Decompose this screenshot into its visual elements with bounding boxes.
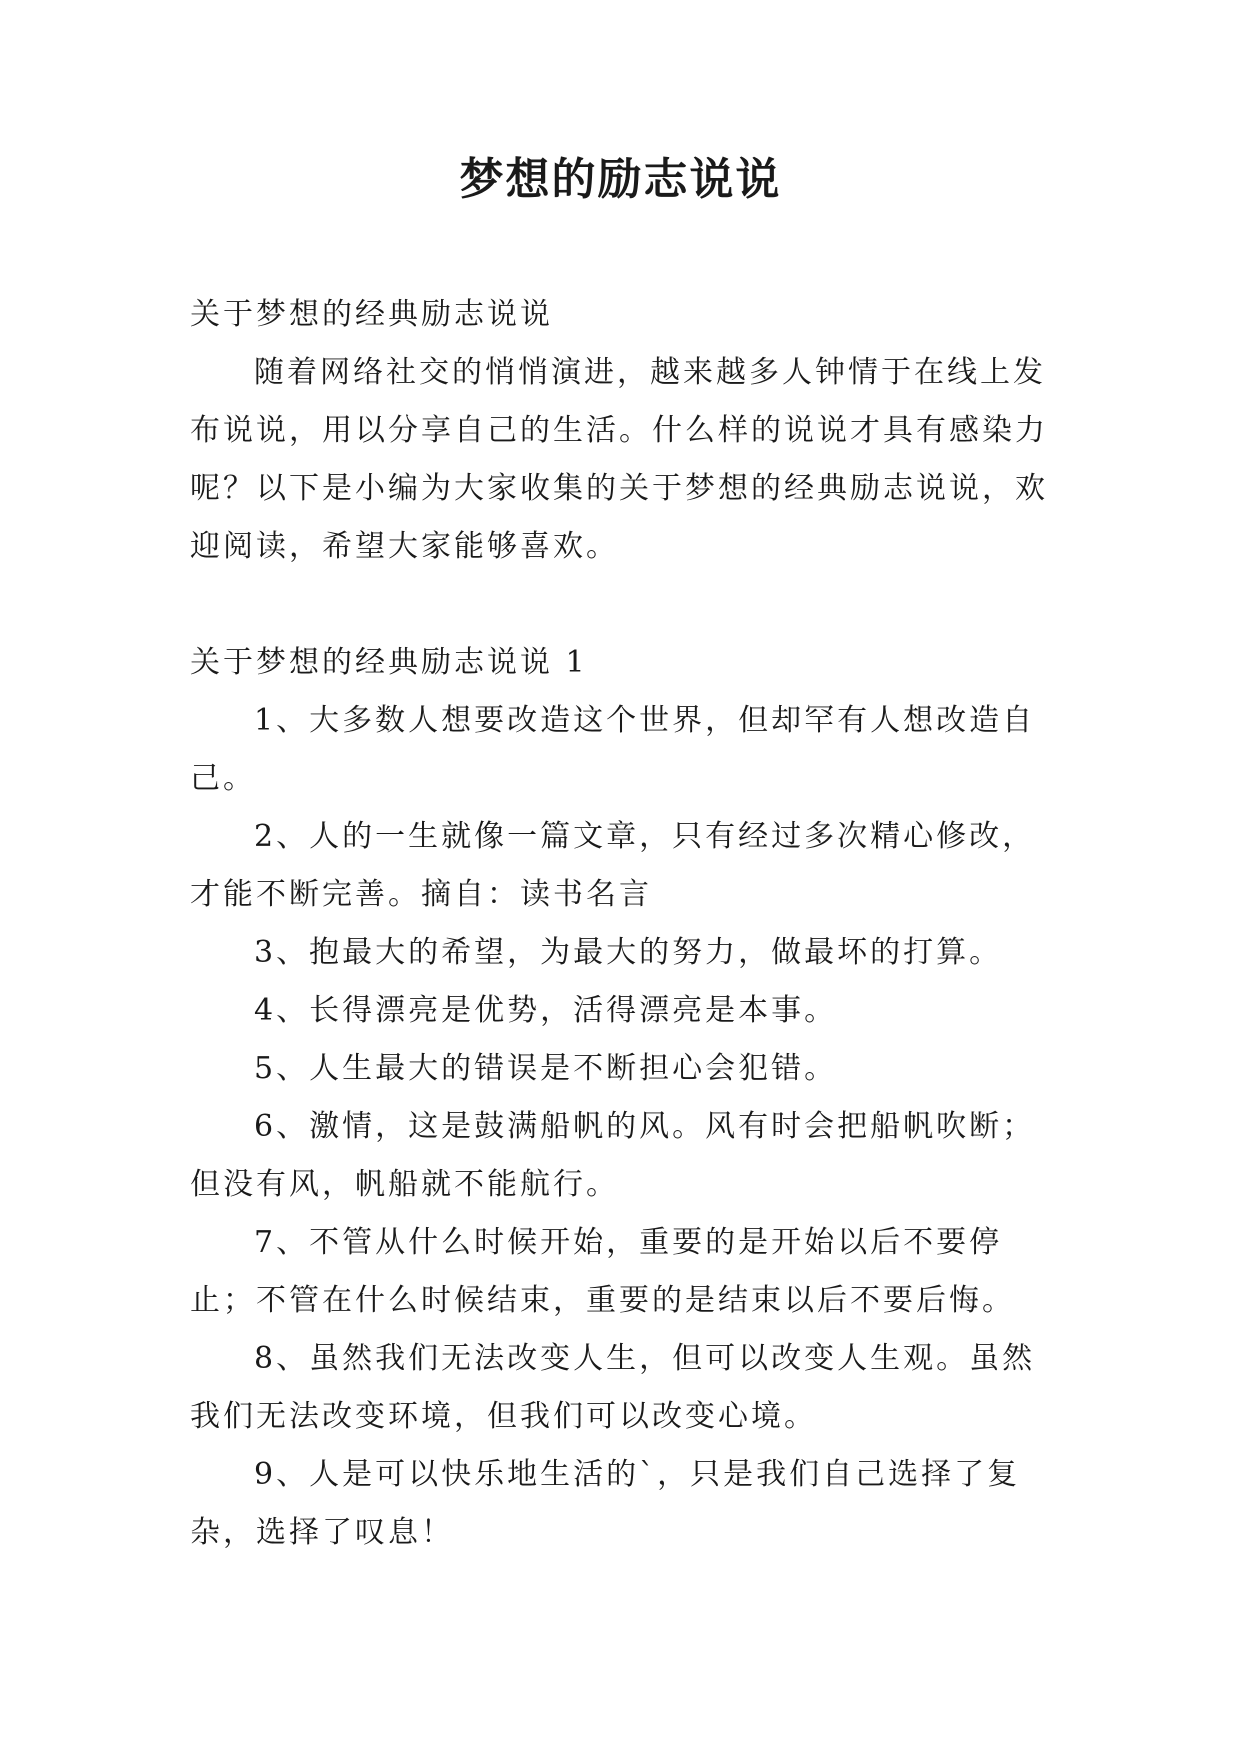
list-item: 3、抱最大的希望，为最大的努力，做最坏的打算。 [254, 935, 1003, 970]
intro-heading: 关于梦想的经典励志说说 [190, 297, 553, 332]
list-item: 5、人生最大的错误是不断担心会犯错。 [254, 1051, 838, 1086]
section-1-heading: 关于梦想的经典励志说说 1 [190, 645, 588, 680]
list-item: 2、人的一生就像一篇文章，只有经过多次精心修改，才能不断完善。摘自：读书名言 [190, 819, 1036, 912]
list-item: 4、长得漂亮是优势，活得漂亮是本事。 [254, 993, 838, 1028]
section-gap [190, 576, 1062, 634]
document-body [190, 286, 1062, 1562]
list-item: 1、大多数人想要改造这个世界，但却罕有人想改造自己。 [190, 703, 1036, 796]
list-item: 9、人是可以快乐地生活的`，只是我们自己选择了复杂，选择了叹息！ [190, 1457, 1021, 1550]
intro-paragraph: 随着网络社交的悄悄演进，越来越多人钟情于在线上发布说说，用以分享自己的生活。什么样的说说才具有感染力呢？以下是小编为大家收集的关于梦想的经典励志说说，欢迎阅读，希望大家能够喜欢。 [190, 355, 1048, 564]
list-item: 6、激情，这是鼓满船帆的风。风有时会把船帆吹断；但没有风，帆船就不能航行。 [190, 1109, 1036, 1202]
list-item: 7、不管从什么时候开始，重要的是开始以后不要停止；不管在什么时候结束，重要的是结束以后不要后悔。 [190, 1225, 1015, 1318]
document-title: 梦想的励志说说 [459, 154, 782, 205]
list-item: 8、虽然我们无法改变人生，但可以改变人生观。虽然我们无法改变环境，但我们可以改变心境。 [190, 1341, 1036, 1434]
